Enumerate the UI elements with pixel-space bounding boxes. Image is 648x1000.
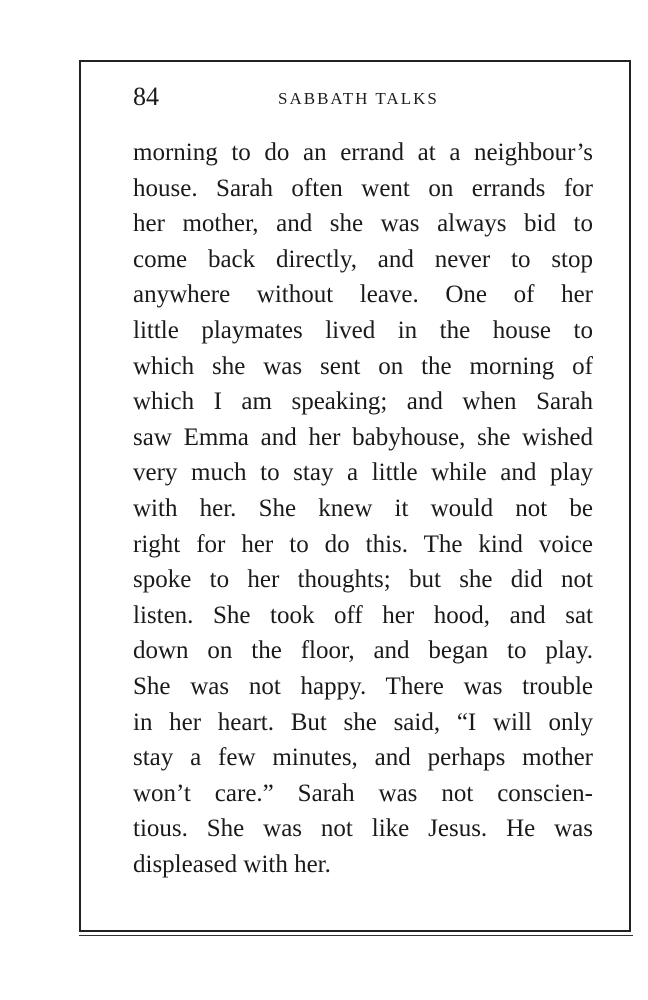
running-title: SABBATH TALKS [278,89,439,108]
text-line: little playmates lived in the house to [133,316,593,344]
text-line: She was not happy. There was trouble [133,672,593,700]
body-text [133,135,593,882]
text-line: won’t care.” Sarah was not conscien- [133,779,593,807]
text-line: in her heart. But she said, “I will only [133,708,593,736]
text-line: which she was sent on the morning of [133,352,593,380]
text-line: saw Emma and her babyhouse, she wished [133,423,593,451]
text-line: come back directly, and never to stop [133,245,593,273]
text-line: which I am speaking; and when Sarah [133,388,593,416]
text-line: right for her to do this. The kind voice [133,530,593,558]
text-line: her mother, and she was always bid to [133,210,593,238]
text-line: house. Sarah often went on errands for [133,174,593,202]
text-line: anywhere without leave. One of her [133,281,593,309]
page-number: 84 [133,82,159,111]
text-line: morning to do an errand at a neighbour’s [133,139,593,166]
text-line: stay a few minutes, and perhaps mother [133,744,593,772]
text-line: spoke to her thoughts; but she did not [133,566,593,594]
text-line: with her. She knew it would not be [133,494,593,522]
text-line: down on the floor, and began to play. [133,637,593,665]
running-head [133,80,593,114]
text-line: very much to stay a little while and play [133,459,593,487]
text-line: listen. She took off her hood, and sat [133,601,593,629]
text-line: displeased with her. [133,850,331,878]
text-line: tious. She was not like Jesus. He was [133,815,593,843]
bottom-rule [79,935,633,936]
